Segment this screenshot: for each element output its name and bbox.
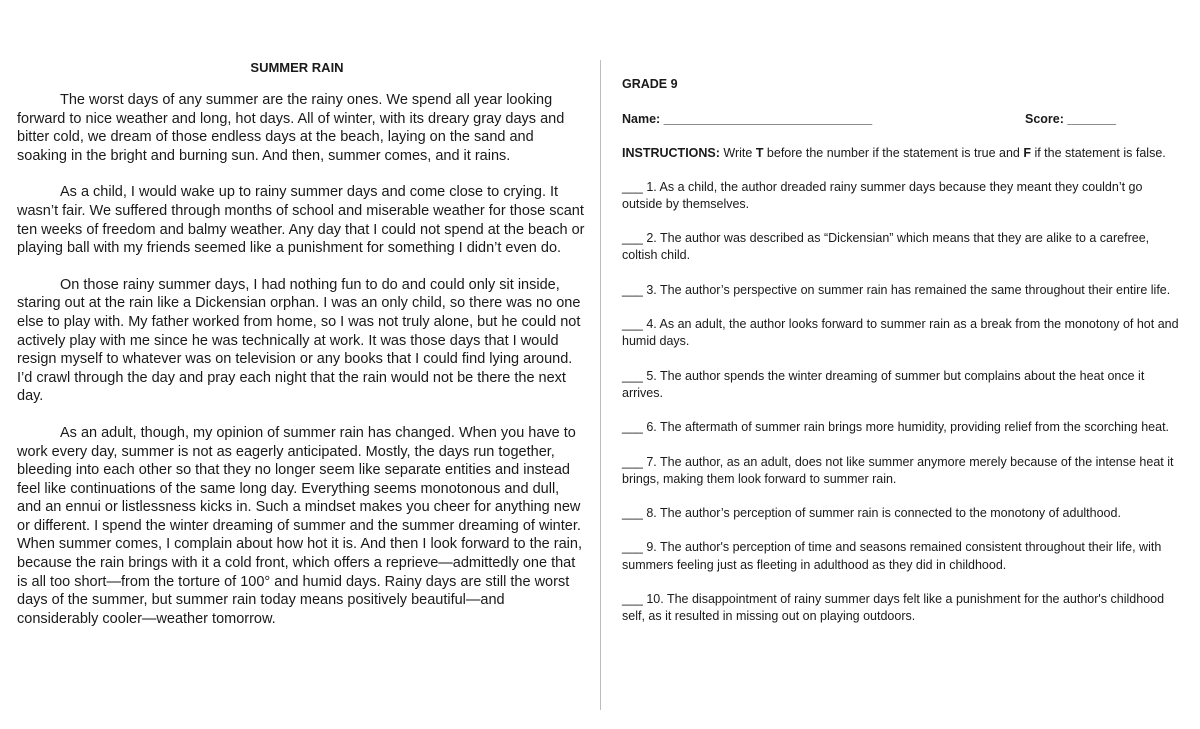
question-item-10: ___ 10. The disappointment of rainy summer days felt like a punishment for the author's childhood self, as it resulted in missing out on playing outdoors. bbox=[622, 592, 1165, 624]
question-item-5: ___ 5. The author spends the winter dreaming of summer but complains about the heat once it arrives. bbox=[622, 368, 1145, 400]
question-item-2: ___ 2. The author was described as “Dickensian” which means that they are alike to a carefree, coltish child. bbox=[622, 231, 1150, 263]
question-item-7: ___ 7. The author, as an adult, does not like summer anymore merely because of the intense heat it brings, making them look forward to summer rain. bbox=[622, 454, 1174, 486]
question-list bbox=[622, 179, 1182, 626]
instructions bbox=[622, 145, 1182, 162]
name-field: Name: ______________________________ bbox=[622, 112, 873, 127]
question-item-9: ___ 9. The author's perception of time and seasons remained consistent throughout their life, with summers feeling just as fleeting in adulthood as they did in childhood. bbox=[622, 540, 1162, 572]
question-item-4: ___ 4. As an adult, the author looks forward to summer rain as a break from the monotony of hot and humid days. bbox=[622, 317, 1179, 349]
question-item-8: ___ 8. The author’s perception of summer rain is connected to the monotony of adulthood. bbox=[622, 506, 1121, 521]
grade-label: GRADE 9 bbox=[622, 77, 678, 91]
story-paragraph-3: On those rainy summer days, I had nothing fun to do and could only sit inside, staring out at the rain like a Dickensian orphan. I was an only child, so there was no one else to play with. My father worked from home, so I was not truly alone, but he could not actively play with me since he was technically at work. It was those days that I would resign myself to whatever was on television or any books that I could find lying around. I’d crawl through the day and pray each night that the rain would not be there the next day. bbox=[17, 276, 581, 405]
instructions-text-3: if the statement is false. bbox=[1030, 146, 1166, 161]
instructions-label: INSTRUCTIONS: bbox=[622, 146, 720, 161]
story-paragraph-2: As a child, I would wake up to rainy summer days and come close to crying. It wasn’t fair. We suffered through months of school and miserable weather for those scant ten weeks of freedom and balmy weather. Any day that I could not spend at the beach or playing ball with my friends seemed like a punishment for something I didn’t even do. bbox=[17, 184, 585, 257]
story-section bbox=[17, 60, 587, 646]
instructions-text-1: Write bbox=[719, 146, 756, 161]
question-item-6: ___ 6. The aftermath of summer rain brings more humidity, providing relief from the scorching heat. bbox=[622, 420, 1170, 435]
story-paragraph-1: The worst days of any summer are the rainy ones. We spend all year looking forward to nice weather and long, hot days. All of winter, with its dreary gray days and bitter cold, we dream of those endless days at the beach, laying on the sand and soaking in the bright and burning sun. And then, summer comes, and it rains. bbox=[17, 92, 565, 164]
true-letter: T bbox=[755, 146, 764, 161]
question-item-3: ___ 3. The author’s perspective on summer rain has remained the same throughout their entire life. bbox=[622, 282, 1171, 297]
story-title: SUMMER RAIN bbox=[250, 60, 344, 75]
page-divider bbox=[600, 60, 601, 710]
story-paragraph-4: As an adult, though, my opinion of summer rain has changed. When you have to work every day, summer is not as eagerly anticipated. Mostly, the days run together, bleeding into each other so that they no longer seem like separate entities and instead feel like continuations of the same long day. Everything seems monotonous and dull, and an ennui or listlessness kicks in. Such a mindset makes you cheer for anything new or different. I spend the winter dreaming of summer and the summer dreaming of winter. When summer comes, I complain about how hot it is. And then I look forward to the rain, because the rain brings with it a cold front, which offers a reprieve—admittedly one that is all too short—from the torture of 100° and humid days. Rainy days are still the worst days of the summer, but summer rain today means positively beautiful—and considerably cooler—weather tomorrow. bbox=[17, 424, 582, 627]
instructions-text-2: before the number if the statement is true and bbox=[763, 146, 1024, 161]
false-letter: F bbox=[1023, 146, 1031, 161]
question-item-1: ___ 1. As a child, the author dreaded rainy summer days because they meant they couldn’t go outside by themselves. bbox=[622, 179, 1143, 211]
name-score-row bbox=[622, 111, 1182, 129]
quiz-section bbox=[622, 76, 1182, 643]
score-field: Score: _______ bbox=[1025, 112, 1117, 127]
